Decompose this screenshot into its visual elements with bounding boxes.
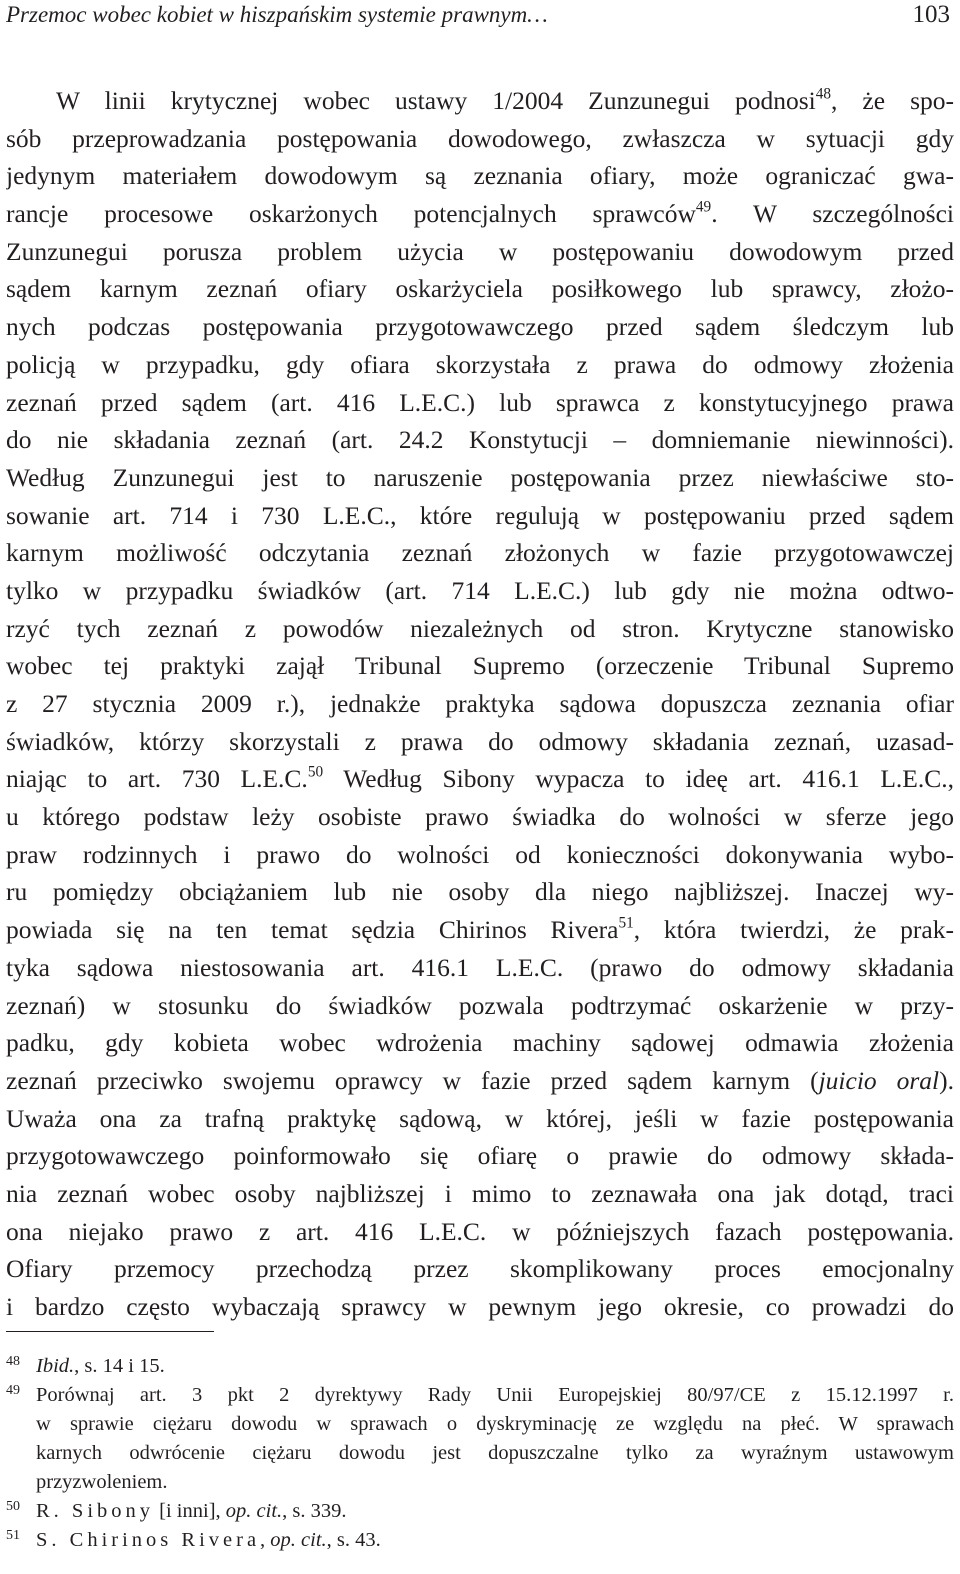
footnote-ref-49[interactable]: 49 — [695, 198, 712, 216]
text-line: praw rodzinnych i prawo do wolności od konieczności dokonywania wybo- — [6, 839, 954, 869]
text-line: ru pomiędzy obciążaniem lub nie osoby dla niego najbliższej. Inaczej wy- — [6, 877, 954, 907]
text-line: tyka sądowa niestosowania art. 416.1 L.E.C. (prawo do odmowy składania — [6, 952, 954, 982]
footnote-48 — [6, 1352, 954, 1381]
footnotes — [6, 1352, 954, 1555]
text-line: i bardzo często wybaczają sprawcy w pewnym jego okresie, co prowadzi do — [6, 1292, 954, 1321]
text-line: jedynym materiałem dowodowym są zeznania ofiary, może ograniczać gwa- — [6, 161, 954, 191]
text-line: do nie składania zeznań (art. 24.2 Konstytucji – domniemanie niewinności). — [6, 425, 954, 455]
page-number: 103 — [912, 1, 950, 28]
footnote-49 — [6, 1381, 954, 1497]
footnote-number: 49 — [6, 1383, 20, 1398]
text-line: ona niejako prawo z art. 416 L.E.C. w późniejszych fazach postępowania. — [6, 1216, 954, 1246]
text-line: świadków, którzy skorzystali z prawa do odmowy składania zeznań, uzasad- — [6, 726, 954, 756]
running-title: Przemoc wobec kobiet w hiszpańskim systemie prawnym… — [6, 2, 548, 27]
text-line: wobec tej praktyki zajął Tribunal Supremo (orzeczenie Tribunal Supremo — [6, 651, 954, 681]
text-line: Według Zunzunegui jest to naruszenie postępowania przez niewłaściwe sto- — [6, 462, 954, 492]
text-line: Zunzunegui porusza problem użycia w postępowaniu dowodowym przed — [6, 236, 954, 266]
footnote-number: 48 — [6, 1354, 20, 1369]
text-line: sowanie art. 714 i 730 L.E.C., które regulują w postępowaniu przed sądem — [6, 500, 954, 530]
text-line: karnym możliwość odczytania zeznań złożonych w fazie przygotowawczej — [6, 538, 954, 568]
footnote-50 — [6, 1497, 954, 1526]
text-line: W linii krytycznej wobec ustawy 1/2004 Zunzunegui podnosi$^{48}$, że spo- — [56, 85, 954, 115]
text-line: zeznań) w stosunku do świadków pozwala podtrzymać oskarżenie w przy- — [6, 990, 954, 1020]
footnote-ref-48[interactable]: 48 — [815, 85, 831, 103]
text-line: zeznań przed sądem (art. 416 L.E.C.) lub sprawca z konstytucyjnego prawa — [6, 387, 954, 417]
footnote-ref-51[interactable]: 51 — [618, 914, 634, 932]
footnote-line: karnych odwrócenie ciężaru dowodu jest dopuszczalne tylko za wyraźnym ustawowym — [36, 1442, 954, 1464]
text-line: niając to art. 730 L.E.C.$^{50}$ Według Sibony wypacza to ideę art. 416.1 L.E.C., — [6, 763, 954, 794]
text-line: przygotowawczego poinformowało się ofiarę o prawie do odmowy składa- — [6, 1141, 954, 1171]
text-line: policją w przypadku, gdy ofiara skorzystała z prawa do odmowy złożenia — [6, 349, 954, 379]
text-line: powiada się na ten temat sędzia Chirinos Rivera$^{51}$, która twierdzi, że prak- — [6, 914, 954, 945]
running-header — [6, 0, 950, 34]
text-line: sądem karnym zeznań ofiary oskarżyciela posiłkowego lub sprawcy, złożo- — [6, 274, 954, 304]
footnote-ref-50[interactable]: 50 — [307, 763, 324, 781]
footnote-line: Ibid., s. 14 i 15. — [36, 1355, 165, 1377]
footnote-line: S. Chirinos Rivera, op. cit., s. 43. — [36, 1529, 381, 1551]
text-line: u którego podstaw leży osobiste prawo świadka do wolności w sferze jego — [6, 802, 954, 832]
body-paragraph — [6, 82, 954, 1326]
text-line: Uważa ona za trafną praktykę sądową, w której, jeśli w fazie postępowania — [6, 1103, 954, 1133]
text-line: rzyć tych zeznań z powodów niezależnych od stron. Krytyczne stanowisko — [6, 613, 954, 643]
text-line: tylko w przypadku świadków (art. 714 L.E.C.) lub gdy nie można odtwo- — [6, 575, 954, 605]
footnote-line: R. Sibony [i inni], op. cit., s. 339. — [36, 1500, 347, 1522]
footnote-51 — [6, 1526, 954, 1555]
footnote-line: w sprawie ciężaru dowodu w sprawach o dyskryminację ze względu na płeć. W sprawach — [36, 1413, 954, 1435]
footnote-number: 50 — [6, 1499, 20, 1514]
footnote-line: przyzwoleniem. — [36, 1471, 168, 1493]
text-line: Ofiary przemocy przechodzą przez skomplikowany proces emocjonalny — [6, 1254, 954, 1284]
text-line: nych podczas postępowania przygotowawczego przed sądem śledczym lub — [6, 312, 954, 342]
text-line: padku, gdy kobieta wobec wdrożenia machiny sądowej odmawia złożenia — [6, 1028, 954, 1058]
author-name: S. Chirinos Rivera — [36, 1529, 261, 1551]
text-line: nia zeznań wobec osoby najbliższej i mimo to zeznawała ona jak dotąd, traci — [6, 1178, 954, 1208]
text-line: rancje procesowe oskarżonych potencjalnych sprawców$^{49}$. W szczególności — [6, 198, 954, 229]
text-line: zeznań przeciwko swojemu oprawcy w fazie przed sądem karnym (juicio oral). — [6, 1065, 954, 1095]
text-line: z 27 stycznia 2009 r.), jednakże praktyka sądowa dopuszcza zeznania ofiar — [6, 689, 954, 718]
author-name: R. Sibony — [36, 1500, 155, 1522]
footnote-line: Porównaj art. 3 pkt 2 dyrektywy Rady Unii Europejskiej 80/97/CE z 15.12.1997 r. — [36, 1384, 954, 1406]
footnote-number: 51 — [6, 1528, 20, 1543]
footnote-separator — [6, 1331, 214, 1332]
text-line: sób przeprowadzania postępowania dowodowego, zwłaszcza w sytuacji gdy — [6, 123, 954, 153]
